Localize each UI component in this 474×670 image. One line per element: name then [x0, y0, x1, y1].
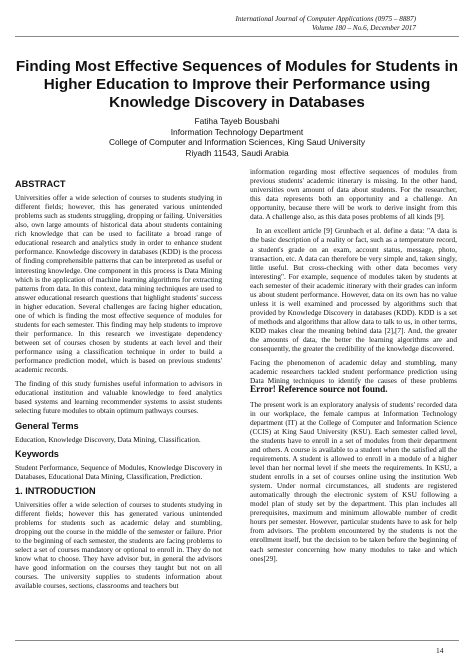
- intro-paragraph-2: information regarding most effective sequences of modules from previous students' academic itinerary is missing. In the other hand, universities own amount of data about students. For the researcher, this data represents both an opportunity and a challenge. An opportunity, because there will be work to derive insight from this data. A challenge also, as this data poses problems of all kinds [9].: [250, 167, 457, 222]
- intro-paragraph-1: Universities offer a wide selection of courses to students studying in different fields; however this has generated various unintended problems for students such as academic delay and stumbling, dropping out the course in the middle of the semester or failure. Prior to the beginning of each semester, the students are facing problems to select a set of courses mandatory or optional to enroll in. They do not know what to choose. They have advisor but, in general the advisors have good information on the courses they taught but not on all courses. The university supplies to students information about available courses, sections, classrooms and teachers but: [15, 499, 222, 591]
- keywords-heading: Keywords: [15, 448, 59, 459]
- page-number: 14: [436, 646, 444, 655]
- journal-name: International Journal of Computer Applications (0975 – 8887): [235, 15, 416, 23]
- paper-title: Finding Most Effective Sequences of Modules for Students in Higher Education to Improve their Performance using Knowledge Discovery in Databases: [15, 58, 459, 111]
- journal-header: [235, 15, 416, 33]
- intro-paragraph-5: The present work is an exploratory analysis of students' recorded data in our workplace, the female campus at Information Technology department (IT) at the College of Computer and Information Science (CCIS) at King Saud University (KSU). Each semester called level, the students have to enroll in a set of modules from their department and others. A course is available to a student when the satisfied all the requirements. A student is allowed to enroll in a module of a higher level than her normal level if she meets the requirements. In KSU, a student enrolls in a set of courses online using the institution Web system. Under normal circumstances, all students are registered automatically through the electronic system of KSU following a model plan of study set by the department. This plan includes all prerequisites, maximum and minimum allowable number of credit hours per semester. However, particular students have to ask for help from advisors. The problem encountered by the students is not the enrollment itself, but the decision to be taken before the beginning of each semester concerning how many modules to take and which ones[29].: [250, 399, 457, 563]
- abstract-paragraph-2: The finding of this study furnishes useful information to advisors in educational institution and valuable knowledge to feed analytics based systems and learning recommender systems to assist students selecting future modules to obtain optimum pathways courses.: [15, 379, 222, 416]
- general-terms-text: Education, Knowledge Discovery, Data Mining, Classification.: [15, 434, 201, 444]
- general-terms-heading: General Terms: [15, 420, 79, 431]
- abstract-heading: ABSTRACT: [15, 179, 66, 189]
- intro-paragraph-3: In an excellent article [9] Grunbach et al. define a data: "A data is the basic description of a reality or fact, such as a temperature record, a student's grade on an exam, account status, message, photo, transaction, etc. A data can therefore be very simple and, taken singly, little useful. But cross-checking with other data becomes very interesting". For example, sequence of modules taken by students at each semester of their academic itinerary with their grades can inform us about student performance. However, data on its own has no value unless it is well examined and processed by algorithms such that provided by Knowledge Discovery in databases (KDD). KDD is a set of methods and algorithms that allow data to talk to us, in other terms, KDD makes clear the meaning behind data [2],[7]. And, the greater the amounts of data, the better the learning algorithms are and consequently, the greater the credibility of the knowledge discovered.: [250, 226, 457, 354]
- abstract-paragraph-1: Universities offer a wide selection of courses to students studying in different fields; however, this has generated various unintended problems such as students struggling, dropping or failing. Universities also, own large amounts of historical data about students containing rich knowledge that can be used to facilitate a broad range of educational research and analytics study in order to enhance student performance. Knowledge discovery in databases (KDD) is the process of finding comprehensible patterns that can be interpreted as useful or interesting knowledge. One component in this process is Data Mining which is the application of machine learning algorithms for extracting patterns from data. In this context, data mining techniques are used to answer educational research questions that highlight students' success in higher education. Several challenges are facing higher education, one of which is finding the most effective sequence of modules for students for each semester. This finding may help students to improve their performance. In this research we investigate dependency between set of courses chosen by students at each level and their performance using a classification technique in order to build a performance prediction model, which is based on previous students' academic records.: [15, 193, 222, 375]
- author-department: Information Technology Department: [170, 126, 304, 137]
- author-college: College of Computer and Information Sciences, King Saud University: [108, 137, 366, 147]
- author-name: Fatiha Tayeb Bousbahi: [194, 116, 280, 126]
- reference-error: Error! Reference source not found.: [250, 384, 388, 395]
- right-column: [250, 167, 457, 568]
- author-location: Riyadh 11543, Saudi Arabia: [185, 147, 289, 158]
- left-column: [15, 175, 222, 590]
- header-rule: [15, 36, 459, 37]
- author-block: [15, 116, 459, 158]
- introduction-heading: 1. INTRODUCTION: [15, 485, 96, 496]
- journal-issue: Volume 180 – No.6, December 2017: [312, 24, 416, 32]
- intro-paragraph-4: [250, 358, 457, 394]
- footer-rule: [15, 640, 459, 641]
- keywords-text: Student Performance, Sequence of Modules, Knowledge Discovery in Databases, Educational Data Mining, Classification, Prediction.: [15, 462, 222, 481]
- intro-paragraph-4-text: Facing the phenomenon of academic delay and stumbling, many academic researchers tackled student performance prediction using Data Mining techniques to identify the causes of these problems: [250, 358, 457, 386]
